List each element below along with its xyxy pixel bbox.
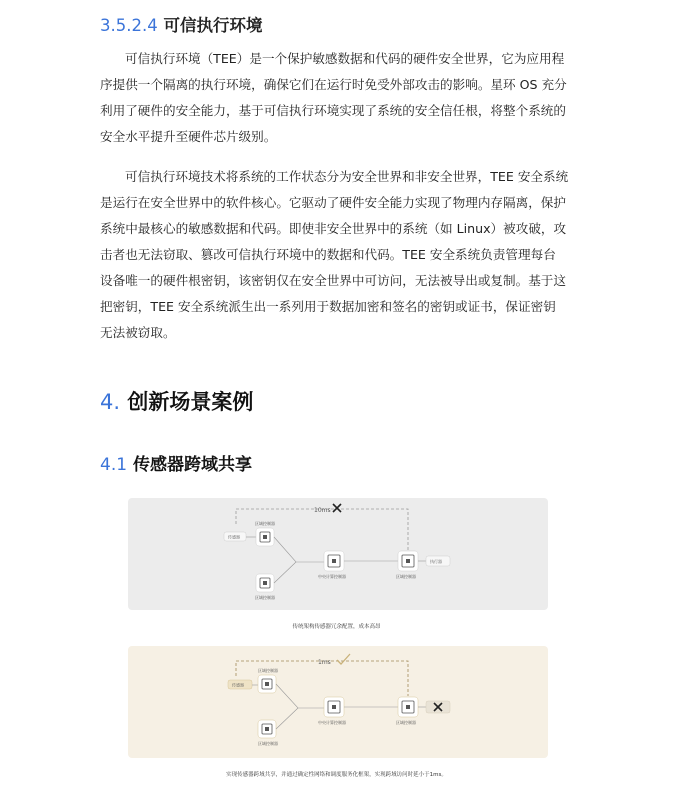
chip-icon bbox=[324, 697, 344, 717]
domain-controller-b-label: 区域控制器 bbox=[255, 595, 275, 600]
section-number: 4.1 bbox=[100, 455, 128, 475]
chip-icon bbox=[398, 697, 418, 717]
chapter-title: 创新场景案例 bbox=[127, 390, 254, 414]
text-line: 安全水平提升至硬件芯片级别。 bbox=[100, 129, 277, 144]
sensor-label: 传感器 bbox=[232, 682, 244, 688]
text-line: 击者也无法窃取、篡改可信执行环境中的数据和代码。TEE 安全系统负责管理每台 bbox=[100, 247, 556, 262]
domain-controller-a-label: 区域控制器 bbox=[258, 668, 278, 673]
section-title: 传感器跨域共享 bbox=[132, 455, 252, 475]
text-line: 无法被窃取。 bbox=[100, 325, 176, 340]
latency-label: 1ms bbox=[318, 659, 331, 666]
text-line: 系统中最核心的敏感数据和代码。即使非安全世界中的系统（如 Linux）被攻破，攻 bbox=[100, 221, 567, 236]
domain-controller-b-label: 区域控制器 bbox=[258, 741, 278, 746]
figure2-caption: 实现传感器跨域共享，并通过确定性网络和调度服务化框架，实现跨域访问时延小于1ms。 bbox=[226, 772, 447, 778]
chapter-heading-4 bbox=[100, 386, 253, 416]
sensor-label: 传感器 bbox=[228, 534, 240, 540]
figure1-diagram bbox=[128, 498, 548, 610]
actuator-label: 执行器 bbox=[430, 559, 442, 564]
check-icon bbox=[337, 654, 350, 664]
chip-icon bbox=[398, 551, 418, 571]
central-controller-label: 中央计算控制器 bbox=[318, 720, 346, 725]
chip-icon bbox=[258, 675, 276, 693]
figure-shared-sensor-architecture bbox=[128, 646, 548, 758]
central-controller-label: 中央计算控制器 bbox=[318, 574, 346, 579]
domain-controller-c-label: 区域控制器 bbox=[396, 720, 416, 725]
paragraph-tee-intro bbox=[100, 46, 576, 150]
text-line: 把密钥，TEE 安全系统派生出一系列用于数据加密和签名的密钥或证书，保证密钥 bbox=[100, 299, 556, 314]
figure2-diagram bbox=[128, 646, 548, 758]
latency-label: 10ms bbox=[314, 507, 331, 514]
domain-controller-a-label: 区域控制器 bbox=[255, 521, 275, 526]
text-line: 是运行在安全世界中的软件核心。它驱动了硬件安全能力实现了物理内存隔离，保护 bbox=[100, 195, 566, 210]
figure-traditional-architecture bbox=[128, 498, 548, 610]
text-line: 可信执行环境（TEE）是一个保护敏感数据和代码的硬件安全世界，它为应用程 bbox=[125, 51, 565, 66]
text-line: 利用了硬件的安全能力，基于可信执行环境实现了系统的安全信任根，将整个系统的 bbox=[100, 103, 566, 118]
chapter-number: 4. bbox=[100, 390, 121, 414]
paragraph-tee-detail bbox=[100, 164, 576, 346]
domain-controller-c-label: 区域控制器 bbox=[396, 574, 416, 579]
section-title: 可信执行环境 bbox=[163, 16, 263, 35]
section-number: 3.5.2.4 bbox=[100, 16, 158, 35]
figure1-caption: 传统架构传感器冗余配置，成本高昂 bbox=[292, 624, 381, 630]
text-line: 序提供一个隔离的执行环境，确保它们在运行时免受外部攻击的影响。星环 OS 充分 bbox=[100, 77, 567, 92]
chip-icon bbox=[256, 574, 274, 592]
chip-icon bbox=[256, 528, 274, 546]
fail-x-icon bbox=[333, 504, 341, 512]
text-line: 设备唯一的硬件根密钥，该密钥仅在安全世界中可访问，无法被导出或复制。基于这 bbox=[100, 273, 566, 288]
chip-icon bbox=[258, 720, 276, 738]
text-line: 可信执行环境技术将系统的工作状态分为安全世界和非安全世界，TEE 安全系统 bbox=[125, 169, 569, 184]
section-heading-4-1 bbox=[100, 450, 252, 475]
section-heading-3-5-2-4 bbox=[100, 12, 262, 36]
chip-icon bbox=[324, 551, 344, 571]
